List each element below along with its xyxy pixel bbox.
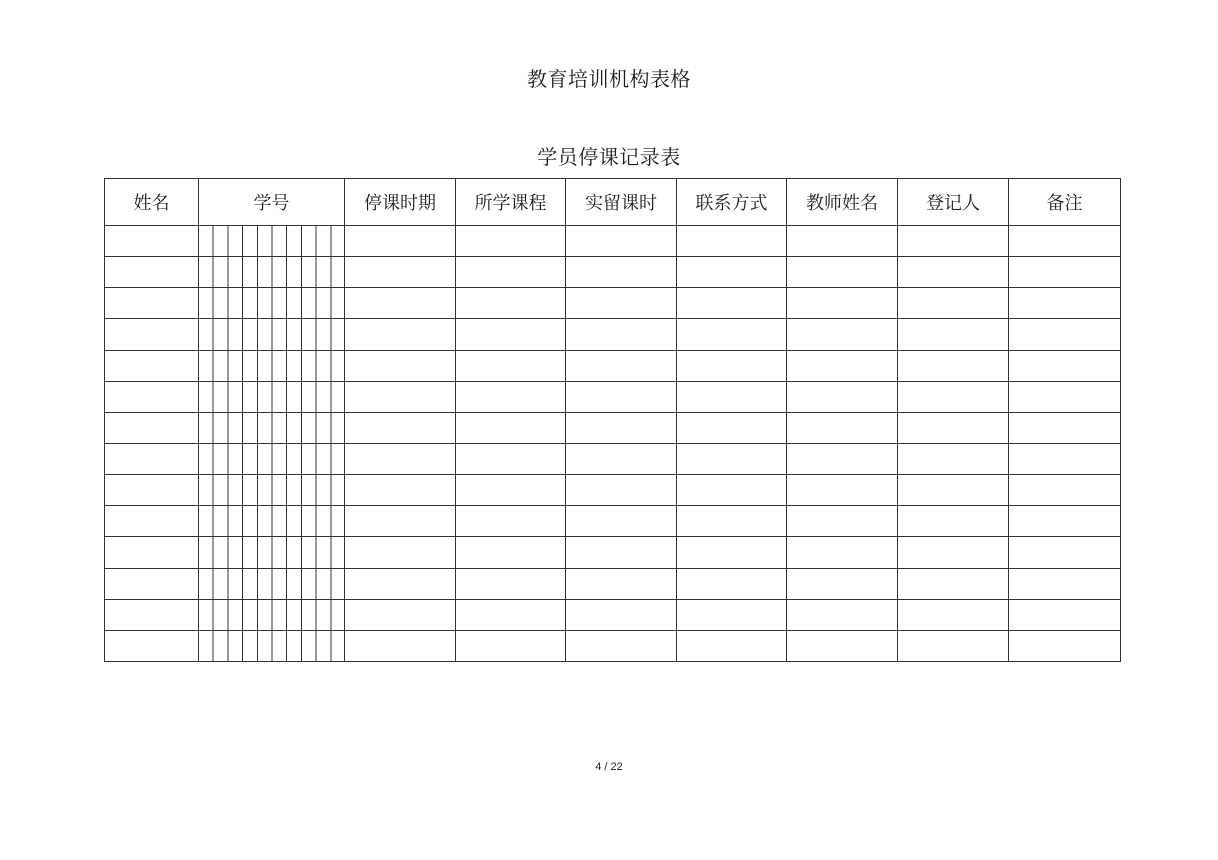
cell-teacher-name[interactable] <box>787 537 898 568</box>
cell-remarks[interactable] <box>1009 257 1121 288</box>
cell-name[interactable] <box>105 381 199 412</box>
cell-contact[interactable] <box>677 288 787 319</box>
cell-course[interactable] <box>456 443 566 474</box>
table-row <box>105 599 1121 630</box>
cell-course[interactable] <box>456 226 566 257</box>
cell-student-id[interactable] <box>199 568 345 599</box>
cell-remarks[interactable] <box>1009 506 1121 537</box>
cell-suspension-period[interactable] <box>345 568 456 599</box>
table-row <box>105 443 1121 474</box>
header-registrar: 登记人 <box>898 179 1009 226</box>
cell-teacher-name[interactable] <box>787 319 898 350</box>
cell-suspension-period[interactable] <box>345 412 456 443</box>
cell-registrar[interactable] <box>898 288 1009 319</box>
cell-registrar[interactable] <box>898 506 1009 537</box>
cell-student-id[interactable] <box>199 350 345 381</box>
cell-remarks[interactable] <box>1009 288 1121 319</box>
cell-registrar[interactable] <box>898 257 1009 288</box>
cell-course[interactable] <box>456 630 566 661</box>
cell-remaining-hours[interactable] <box>566 412 677 443</box>
cell-registrar[interactable] <box>898 226 1009 257</box>
table-row <box>105 226 1121 257</box>
cell-remaining-hours[interactable] <box>566 319 677 350</box>
cell-student-id[interactable] <box>199 226 345 257</box>
cell-course[interactable] <box>456 381 566 412</box>
cell-contact[interactable] <box>677 226 787 257</box>
cell-name[interactable] <box>105 537 199 568</box>
cell-name[interactable] <box>105 475 199 506</box>
cell-student-id[interactable] <box>199 443 345 474</box>
cell-suspension-period[interactable] <box>345 226 456 257</box>
cell-contact[interactable] <box>677 412 787 443</box>
header-remaining-hours: 实留课时 <box>566 179 677 226</box>
cell-registrar[interactable] <box>898 537 1009 568</box>
cell-registrar[interactable] <box>898 381 1009 412</box>
cell-teacher-name[interactable] <box>787 350 898 381</box>
cell-course[interactable] <box>456 537 566 568</box>
cell-remaining-hours[interactable] <box>566 537 677 568</box>
cell-remarks[interactable] <box>1009 537 1121 568</box>
cell-teacher-name[interactable] <box>787 599 898 630</box>
cell-name[interactable] <box>105 412 199 443</box>
cell-remarks[interactable] <box>1009 568 1121 599</box>
cell-contact[interactable] <box>677 506 787 537</box>
cell-remaining-hours[interactable] <box>566 288 677 319</box>
cell-remarks[interactable] <box>1009 475 1121 506</box>
header-suspension-period: 停课时期 <box>345 179 456 226</box>
header-teacher-name: 教师姓名 <box>787 179 898 226</box>
cell-name[interactable] <box>105 226 199 257</box>
cell-remarks[interactable] <box>1009 630 1121 661</box>
table-row <box>105 319 1121 350</box>
cell-registrar[interactable] <box>898 568 1009 599</box>
cell-student-id[interactable] <box>199 475 345 506</box>
cell-remaining-hours[interactable] <box>566 443 677 474</box>
cell-student-id[interactable] <box>199 381 345 412</box>
cell-contact[interactable] <box>677 568 787 599</box>
cell-remaining-hours[interactable] <box>566 506 677 537</box>
header-contact: 联系方式 <box>677 179 787 226</box>
cell-registrar[interactable] <box>898 475 1009 506</box>
cell-teacher-name[interactable] <box>787 443 898 474</box>
cell-remarks[interactable] <box>1009 412 1121 443</box>
cell-teacher-name[interactable] <box>787 381 898 412</box>
cell-suspension-period[interactable] <box>345 599 456 630</box>
cell-student-id[interactable] <box>199 319 345 350</box>
cell-teacher-name[interactable] <box>787 506 898 537</box>
cell-teacher-name[interactable] <box>787 226 898 257</box>
cell-registrar[interactable] <box>898 443 1009 474</box>
cell-remarks[interactable] <box>1009 443 1121 474</box>
cell-teacher-name[interactable] <box>787 257 898 288</box>
cell-name[interactable] <box>105 630 199 661</box>
cell-suspension-period[interactable] <box>345 381 456 412</box>
cell-remaining-hours[interactable] <box>566 568 677 599</box>
cell-course[interactable] <box>456 350 566 381</box>
cell-student-id[interactable] <box>199 412 345 443</box>
document-title: 教育培训机构表格 <box>527 67 691 91</box>
cell-contact[interactable] <box>677 537 787 568</box>
cell-remarks[interactable] <box>1009 226 1121 257</box>
cell-student-id[interactable] <box>199 537 345 568</box>
cell-course[interactable] <box>456 568 566 599</box>
cell-teacher-name[interactable] <box>787 630 898 661</box>
cell-contact[interactable] <box>677 350 787 381</box>
cell-name[interactable] <box>105 443 199 474</box>
cell-remarks[interactable] <box>1009 350 1121 381</box>
cell-name[interactable] <box>105 319 199 350</box>
cell-contact[interactable] <box>677 475 787 506</box>
cell-remarks[interactable] <box>1009 319 1121 350</box>
cell-suspension-period[interactable] <box>345 288 456 319</box>
table-row <box>105 475 1121 506</box>
cell-student-id[interactable] <box>199 257 345 288</box>
cell-suspension-period[interactable] <box>345 319 456 350</box>
cell-remarks[interactable] <box>1009 599 1121 630</box>
table-row <box>105 381 1121 412</box>
cell-contact[interactable] <box>677 443 787 474</box>
cell-course[interactable] <box>456 257 566 288</box>
cell-suspension-period[interactable] <box>345 475 456 506</box>
cell-contact[interactable] <box>677 381 787 412</box>
table-body <box>105 226 1121 662</box>
page-number: 4 / 22 <box>595 761 623 773</box>
cell-teacher-name[interactable] <box>787 475 898 506</box>
table-row <box>105 537 1121 568</box>
cell-name[interactable] <box>105 506 199 537</box>
cell-course[interactable] <box>456 599 566 630</box>
cell-student-id[interactable] <box>199 288 345 319</box>
cell-remaining-hours[interactable] <box>566 381 677 412</box>
cell-suspension-period[interactable] <box>345 537 456 568</box>
cell-teacher-name[interactable] <box>787 288 898 319</box>
cell-suspension-period[interactable] <box>345 506 456 537</box>
cell-registrar[interactable] <box>898 319 1009 350</box>
cell-course[interactable] <box>456 288 566 319</box>
cell-remaining-hours[interactable] <box>566 599 677 630</box>
cell-student-id[interactable] <box>199 506 345 537</box>
table-row <box>105 568 1121 599</box>
cell-remaining-hours[interactable] <box>566 630 677 661</box>
cell-remaining-hours[interactable] <box>566 226 677 257</box>
table-title: 学员停课记录表 <box>537 145 681 169</box>
suspension-record-table <box>104 178 1121 662</box>
cell-course[interactable] <box>456 506 566 537</box>
cell-registrar[interactable] <box>898 599 1009 630</box>
cell-teacher-name[interactable] <box>787 412 898 443</box>
cell-suspension-period[interactable] <box>345 630 456 661</box>
cell-name[interactable] <box>105 288 199 319</box>
cell-course[interactable] <box>456 475 566 506</box>
header-course: 所学课程 <box>456 179 566 226</box>
table-row <box>105 412 1121 443</box>
cell-remaining-hours[interactable] <box>566 475 677 506</box>
cell-name[interactable] <box>105 257 199 288</box>
cell-suspension-period[interactable] <box>345 350 456 381</box>
cell-remarks[interactable] <box>1009 381 1121 412</box>
table-row <box>105 288 1121 319</box>
cell-student-id[interactable] <box>199 630 345 661</box>
cell-remaining-hours[interactable] <box>566 350 677 381</box>
cell-name[interactable] <box>105 599 199 630</box>
table-row <box>105 350 1121 381</box>
cell-contact[interactable] <box>677 257 787 288</box>
cell-suspension-period[interactable] <box>345 443 456 474</box>
cell-name[interactable] <box>105 350 199 381</box>
table-row <box>105 630 1121 661</box>
cell-course[interactable] <box>456 412 566 443</box>
header-student-id: 学号 <box>199 179 345 226</box>
header-remarks: 备注 <box>1009 179 1121 226</box>
cell-suspension-period[interactable] <box>345 257 456 288</box>
cell-teacher-name[interactable] <box>787 568 898 599</box>
header-row <box>105 179 1121 226</box>
cell-course[interactable] <box>456 319 566 350</box>
table-row <box>105 506 1121 537</box>
cell-contact[interactable] <box>677 319 787 350</box>
cell-remaining-hours[interactable] <box>566 257 677 288</box>
cell-registrar[interactable] <box>898 350 1009 381</box>
cell-registrar[interactable] <box>898 412 1009 443</box>
cell-contact[interactable] <box>677 599 787 630</box>
cell-contact[interactable] <box>677 630 787 661</box>
cell-name[interactable] <box>105 568 199 599</box>
header-name: 姓名 <box>105 179 199 226</box>
cell-registrar[interactable] <box>898 630 1009 661</box>
table-row <box>105 257 1121 288</box>
cell-student-id[interactable] <box>199 599 345 630</box>
